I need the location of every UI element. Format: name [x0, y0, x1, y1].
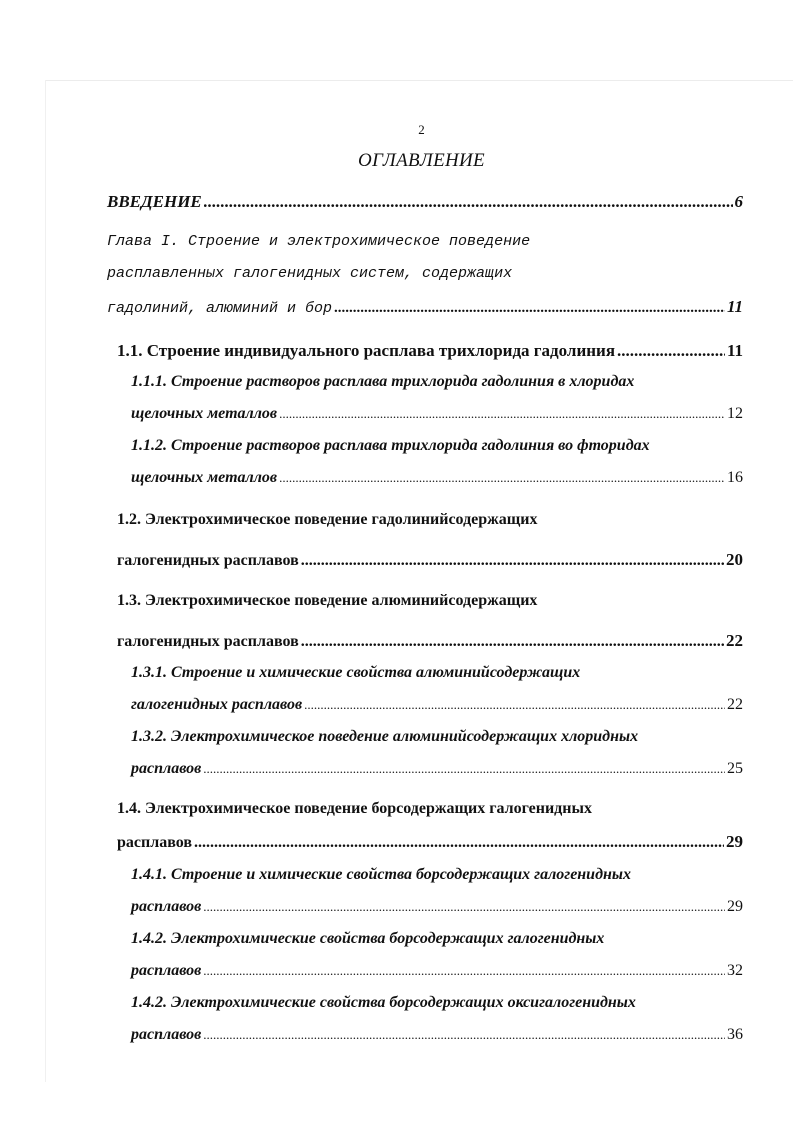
toc-entry-chapter1[interactable]: [107, 297, 743, 317]
toc-entry-1-4-2[interactable]: [131, 962, 743, 980]
toc-entry-line: 1.4. Электрохимическое поведение борсодержащих галогенидных: [117, 800, 592, 817]
toc-entry-page: 22: [726, 631, 743, 650]
toc-entry-line: 1.3.1. Строение и химические свойства алюминийсодержащих: [131, 664, 581, 681]
toc-entry-text: расплавов: [131, 1026, 202, 1043]
page-number: 2: [418, 122, 425, 137]
toc-entry-line: 1.2. Электрохимическое поведение гадолинийсодержащих: [117, 511, 538, 528]
toc-entry-page: 32: [727, 962, 743, 979]
toc-entry-page: 11: [726, 341, 743, 360]
toc-entry-page: 29: [726, 832, 743, 851]
toc-entry-page: 16: [727, 469, 743, 486]
toc-entry-line: 1.4.2. Электрохимические свойства борсодержащих галогенидных: [131, 930, 605, 947]
page-edge: [45, 80, 46, 1082]
toc-entry-1-4-1[interactable]: [131, 898, 743, 916]
toc-entry-text: 1.1. Строение индивидуального расплава трихлорида гадолиния: [117, 341, 616, 360]
page-edge: [45, 80, 793, 81]
toc-entry-1-3[interactable]: [117, 631, 743, 651]
toc-entry-page: 6: [734, 192, 743, 211]
toc-entry-page: 25: [727, 760, 743, 777]
toc-entry-intro[interactable]: [107, 192, 743, 212]
toc-chapter-line: Глава I. Строение и электрохимическое поведение: [107, 233, 531, 250]
toc-entry-1-1-2[interactable]: [131, 469, 743, 487]
toc-entry-text: гадолиний, алюминий и бор: [107, 300, 333, 317]
toc-entry-1-2[interactable]: [117, 550, 743, 570]
toc-entry-text: расплавов: [131, 760, 202, 777]
toc-entry-1-3-1[interactable]: [131, 696, 743, 714]
toc-entry-page: 11: [726, 297, 743, 316]
toc-entry-1-3-2[interactable]: [131, 760, 743, 778]
toc-entry-text: щелочных металлов: [131, 469, 278, 486]
toc-entry-line: 1.4.1. Строение и химические свойства борсодержащих галогенидных: [131, 866, 631, 883]
toc-entry-text: расплавов: [131, 962, 202, 979]
toc-entry-1-1[interactable]: [117, 341, 743, 361]
toc-entry-text: галогенидных расплавов: [117, 552, 299, 569]
toc-entry-text: галогенидных расплавов: [117, 633, 299, 650]
toc-entry-page: 22: [727, 696, 743, 713]
toc-entry-line: 1.1.2. Строение растворов расплава трихлорида гадолиния во фторидах: [131, 437, 650, 454]
toc-entry-line: 1.3. Электрохимическое поведение алюминийсодержащих: [117, 592, 538, 609]
toc-entry-text: расплавов: [117, 834, 192, 851]
toc-entry-1-4-3[interactable]: [131, 1026, 743, 1044]
toc-entry-1-4[interactable]: [117, 832, 743, 852]
toc-title: ОГЛАВЛЕНИЕ: [358, 150, 485, 171]
toc-entry-line: 1.4.2. Электрохимические свойства борсодержащих оксигалогенидных: [131, 994, 636, 1011]
toc-entry-1-1-1[interactable]: [131, 405, 743, 423]
toc-entry-text: галогенидных расплавов: [131, 696, 303, 713]
toc-entry-text: ВВЕДЕНИЕ: [107, 192, 202, 211]
toc-entry-page: 36: [727, 1026, 743, 1043]
toc-entry-page: 12: [727, 405, 743, 422]
toc-chapter-line: расплавленных галогенидных систем, содержащих: [107, 265, 513, 282]
toc-entry-line: 1.3.2. Электрохимическое поведение алюминийсодержащих хлоридных: [131, 728, 639, 745]
toc-entry-page: 20: [726, 550, 743, 569]
toc-entry-line: 1.1.1. Строение растворов расплава трихлорида гадолиния в хлоридах: [131, 373, 635, 390]
toc-entry-text: расплавов: [131, 898, 202, 915]
toc-entry-page: 29: [727, 898, 743, 915]
toc-entry-text: щелочных металлов: [131, 405, 278, 422]
